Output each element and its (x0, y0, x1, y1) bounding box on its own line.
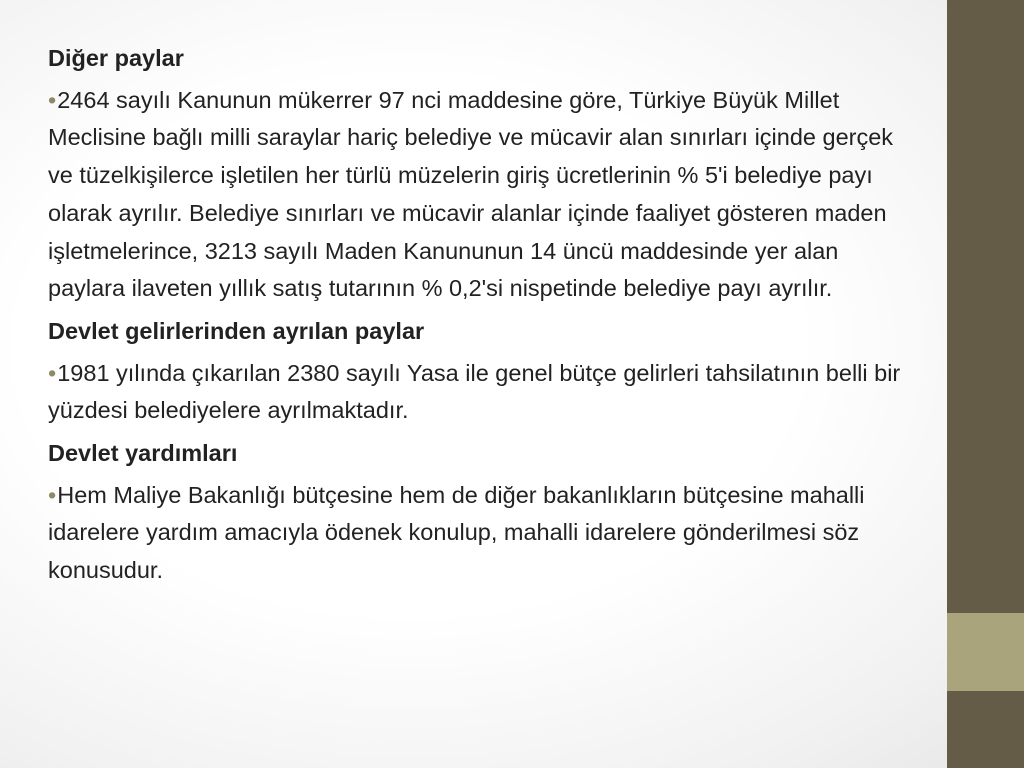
section-paragraph-diger-paylar (48, 82, 908, 313)
paragraph-text: Hem Maliye Bakanlığı bütçesine hem de diğer bakanlıkların bütçesine mahalli idarelere yardım amacıyla ödenek konulup, mahalli idarelere gönderilmesi söz konusudur. (48, 481, 865, 584)
section-heading-devlet-yardimlari: Devlet yardımları (48, 440, 238, 467)
section-paragraph-devlet-yardimlari (48, 477, 908, 595)
paragraph-text: 1981 yılında çıkarılan 2380 sayılı Yasa ile genel bütçe gelirleri tahsilatının belli bir yüzdesi belediyelere ayrılmaktadır. (48, 359, 901, 424)
paragraph-text: 2464 sayılı Kanunun mükerrer 97 nci maddesine göre, Türkiye Büyük Millet Meclisine bağlı milli saraylar hariç belediye ve mücavir alan sınırları içinde gerçek ve tüzelkişilerce işletilen her türlü müzelerin giriş ücretlerinin % 5'i belediye payı olarak ayrılır. Belediye sınırları ve mücavir alanlar içinde faaliyet gösteren maden işletmelerince, 3213 sayılı Maden Kanununun 14 üncü maddesinde yer alan paylara ilaveten yıllık satış tutarının % 0,2'si nispetinde belediye payı ayrılır. (48, 86, 894, 302)
bullet-icon: • (48, 359, 57, 386)
section-paragraph-devlet-gelirlerinden (48, 355, 908, 435)
section-heading-devlet-gelirlerinden: Devlet gelirlerinden ayrılan paylar (48, 317, 425, 344)
bullet-icon: • (48, 481, 57, 508)
bullet-icon: • (48, 86, 57, 113)
slide-content (48, 40, 908, 595)
section-heading-diger-paylar: Diğer paylar (48, 45, 184, 71)
decorative-sidebar-accent (947, 613, 1024, 691)
